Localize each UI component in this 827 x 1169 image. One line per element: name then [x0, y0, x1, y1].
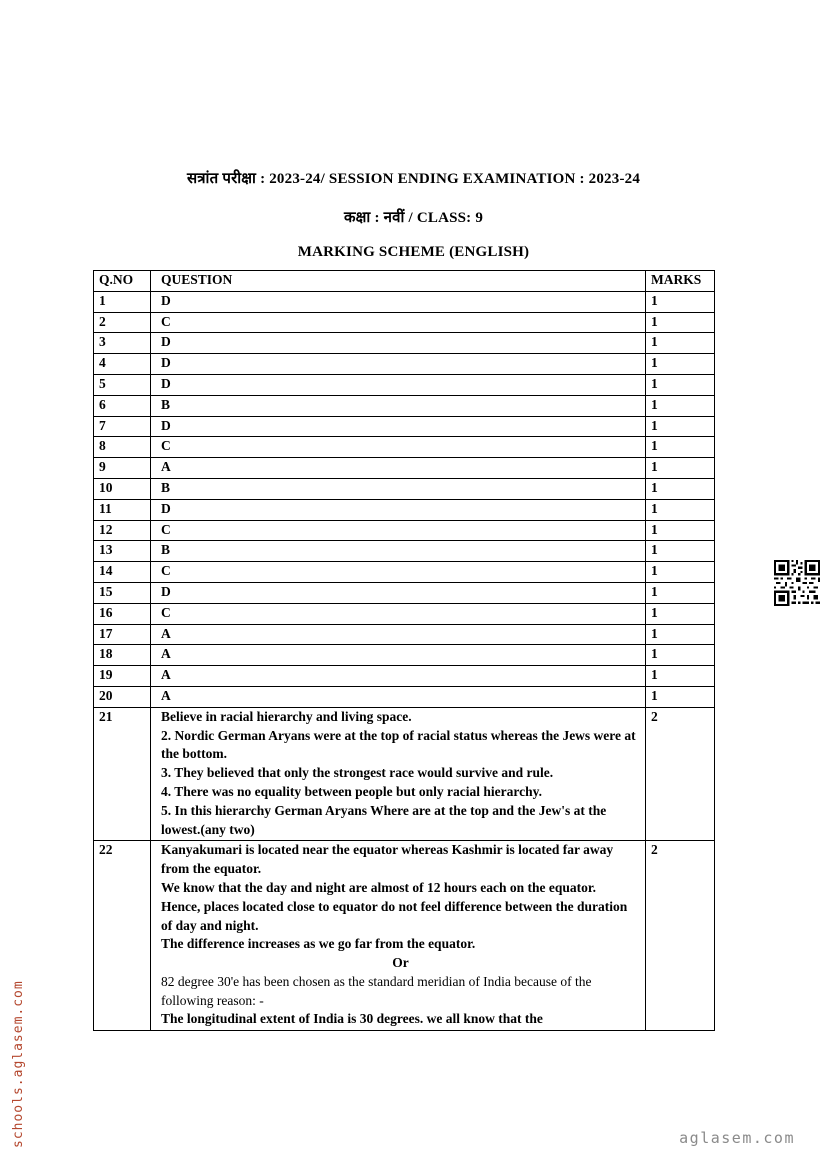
answer-line: C: [161, 438, 171, 454]
question-answer: [151, 562, 646, 583]
question-answer: [151, 841, 646, 1031]
table-row: [94, 686, 715, 707]
table-row: [94, 562, 715, 583]
question-marks: 1: [646, 478, 715, 499]
question-number: 16: [94, 603, 151, 624]
question-marks: 2: [646, 841, 715, 1031]
table-row: [94, 374, 715, 395]
question-marks: 1: [646, 395, 715, 416]
answer-line: C: [161, 521, 171, 537]
answer-line: D: [161, 500, 171, 516]
answer-line: 4. There was no equality between people but only racial hierarchy.: [161, 783, 543, 799]
question-answer: [151, 478, 646, 499]
question-answer: [151, 624, 646, 645]
answer-line: C: [161, 313, 171, 329]
column-header-question: QUESTION: [151, 271, 646, 292]
question-answer: [151, 333, 646, 354]
answer-line: A: [161, 646, 171, 662]
table-row: [94, 458, 715, 479]
answer-line: 5. In this hierarchy German Aryans Where are at the top and the Jew's at the lowest.(any two): [161, 802, 607, 837]
answer-line: B: [161, 542, 171, 558]
question-marks: 2: [646, 707, 715, 841]
answer-line: B: [161, 479, 171, 495]
answer-line: C: [161, 563, 171, 579]
question-number: 7: [94, 416, 151, 437]
question-answer: [151, 541, 646, 562]
question-marks: 1: [646, 645, 715, 666]
answer-line: Believe in racial hierarchy and living space.: [161, 708, 412, 724]
question-marks: 1: [646, 458, 715, 479]
qr-code-icon: [774, 560, 820, 606]
question-marks: 1: [646, 624, 715, 645]
exam-title: सत्रांत परीक्षा : 2023-24/ SESSION ENDING EXAMINATION : 2023-24: [186, 171, 641, 187]
question-marks: 1: [646, 666, 715, 687]
question-marks: 1: [646, 354, 715, 375]
answer-line: A: [161, 625, 171, 641]
question-answer: [151, 582, 646, 603]
question-answer: [151, 416, 646, 437]
answer-line: We know that the day and night are almost of 12 hours each on the equator.: [161, 879, 597, 895]
question-answer: [151, 437, 646, 458]
question-number: 2: [94, 312, 151, 333]
question-number: 3: [94, 333, 151, 354]
question-number: 8: [94, 437, 151, 458]
table-row: [94, 499, 715, 520]
question-marks: 1: [646, 520, 715, 541]
table-row: [94, 841, 715, 1031]
question-number: 6: [94, 395, 151, 416]
question-marks: 1: [646, 499, 715, 520]
question-answer: [151, 645, 646, 666]
table-row: [94, 437, 715, 458]
question-answer: [151, 374, 646, 395]
page-header: [0, 168, 827, 261]
question-number: 19: [94, 666, 151, 687]
question-number: 12: [94, 520, 151, 541]
answer-line: D: [161, 334, 171, 350]
question-marks: 1: [646, 686, 715, 707]
table-row: [94, 541, 715, 562]
answer-line: D: [161, 583, 171, 599]
answer-line: D: [161, 375, 171, 391]
answer-line: Hence, places located close to equator do not feel difference between the duration of day and night.: [161, 898, 628, 933]
page-title: MARKING SCHEME (ENGLISH): [297, 244, 530, 260]
answer-line: 2. Nordic German Aryans were at the top of racial status whereas the Jews were at the bottom.: [161, 727, 636, 762]
table-row: [94, 312, 715, 333]
table-row: [94, 624, 715, 645]
answer-line: D: [161, 417, 171, 433]
question-number: 20: [94, 686, 151, 707]
table-row: [94, 707, 715, 841]
question-number: 5: [94, 374, 151, 395]
question-answer: [151, 499, 646, 520]
question-answer: [151, 458, 646, 479]
question-marks: 1: [646, 291, 715, 312]
question-marks: 1: [646, 333, 715, 354]
answer-line: D: [161, 355, 171, 371]
table-row: [94, 291, 715, 312]
question-answer: [151, 354, 646, 375]
question-marks: 1: [646, 312, 715, 333]
table-row: [94, 603, 715, 624]
watermark-bottom-right: aglasem.com: [679, 1129, 795, 1147]
answer-line: A: [161, 687, 171, 703]
question-number: 22: [94, 841, 151, 1031]
answer-line: Or: [392, 955, 409, 971]
question-number: 15: [94, 582, 151, 603]
question-marks: 1: [646, 603, 715, 624]
answer-line: 82 degree 30'e has been chosen as the standard meridian of India because of the following reason: -: [161, 973, 592, 1008]
question-answer: [151, 291, 646, 312]
question-number: 11: [94, 499, 151, 520]
question-number: 1: [94, 291, 151, 312]
question-answer: [151, 603, 646, 624]
question-marks: 1: [646, 541, 715, 562]
question-number: 10: [94, 478, 151, 499]
question-marks: 1: [646, 562, 715, 583]
answer-line: The difference increases as we go far from the equator.: [161, 936, 476, 952]
marks-table-body: [94, 291, 715, 1030]
watermark-left: schools.aglasem.com: [11, 980, 26, 1148]
table-row: [94, 354, 715, 375]
table-row: [94, 395, 715, 416]
answer-line: Kanyakumari is located near the equator whereas Kashmir is located far away from the equator.: [161, 842, 614, 877]
question-marks: 1: [646, 437, 715, 458]
table-row: [94, 520, 715, 541]
table-row: [94, 478, 715, 499]
answer-line: B: [161, 396, 171, 412]
question-marks: 1: [646, 416, 715, 437]
question-answer: [151, 312, 646, 333]
question-number: 4: [94, 354, 151, 375]
table-header-row: [94, 271, 715, 292]
answer-line: C: [161, 604, 171, 620]
table-row: [94, 645, 715, 666]
class-title: कक्षा : नवीं / CLASS: 9: [343, 210, 484, 226]
question-answer: [151, 520, 646, 541]
question-number: 14: [94, 562, 151, 583]
question-number: 18: [94, 645, 151, 666]
question-answer: [151, 686, 646, 707]
question-number: 21: [94, 707, 151, 841]
question-marks: 1: [646, 374, 715, 395]
table-row: [94, 333, 715, 354]
question-number: 13: [94, 541, 151, 562]
question-answer: [151, 707, 646, 841]
marking-scheme-table: [93, 270, 715, 1031]
answer-line: A: [161, 459, 171, 475]
answer-line: 3. They believed that only the strongest race would survive and rule.: [161, 765, 554, 781]
question-number: 9: [94, 458, 151, 479]
question-answer: [151, 666, 646, 687]
column-header-marks: MARKS: [646, 271, 715, 292]
question-answer: [151, 395, 646, 416]
table-row: [94, 416, 715, 437]
table-row: [94, 666, 715, 687]
question-marks: 1: [646, 582, 715, 603]
table-row: [94, 582, 715, 603]
answer-line: The longitudinal extent of India is 30 degrees. we all know that the: [161, 1011, 543, 1027]
column-header-qno: Q.NO: [94, 271, 151, 292]
answer-line: D: [161, 292, 171, 308]
answer-line: A: [161, 667, 171, 683]
question-number: 17: [94, 624, 151, 645]
